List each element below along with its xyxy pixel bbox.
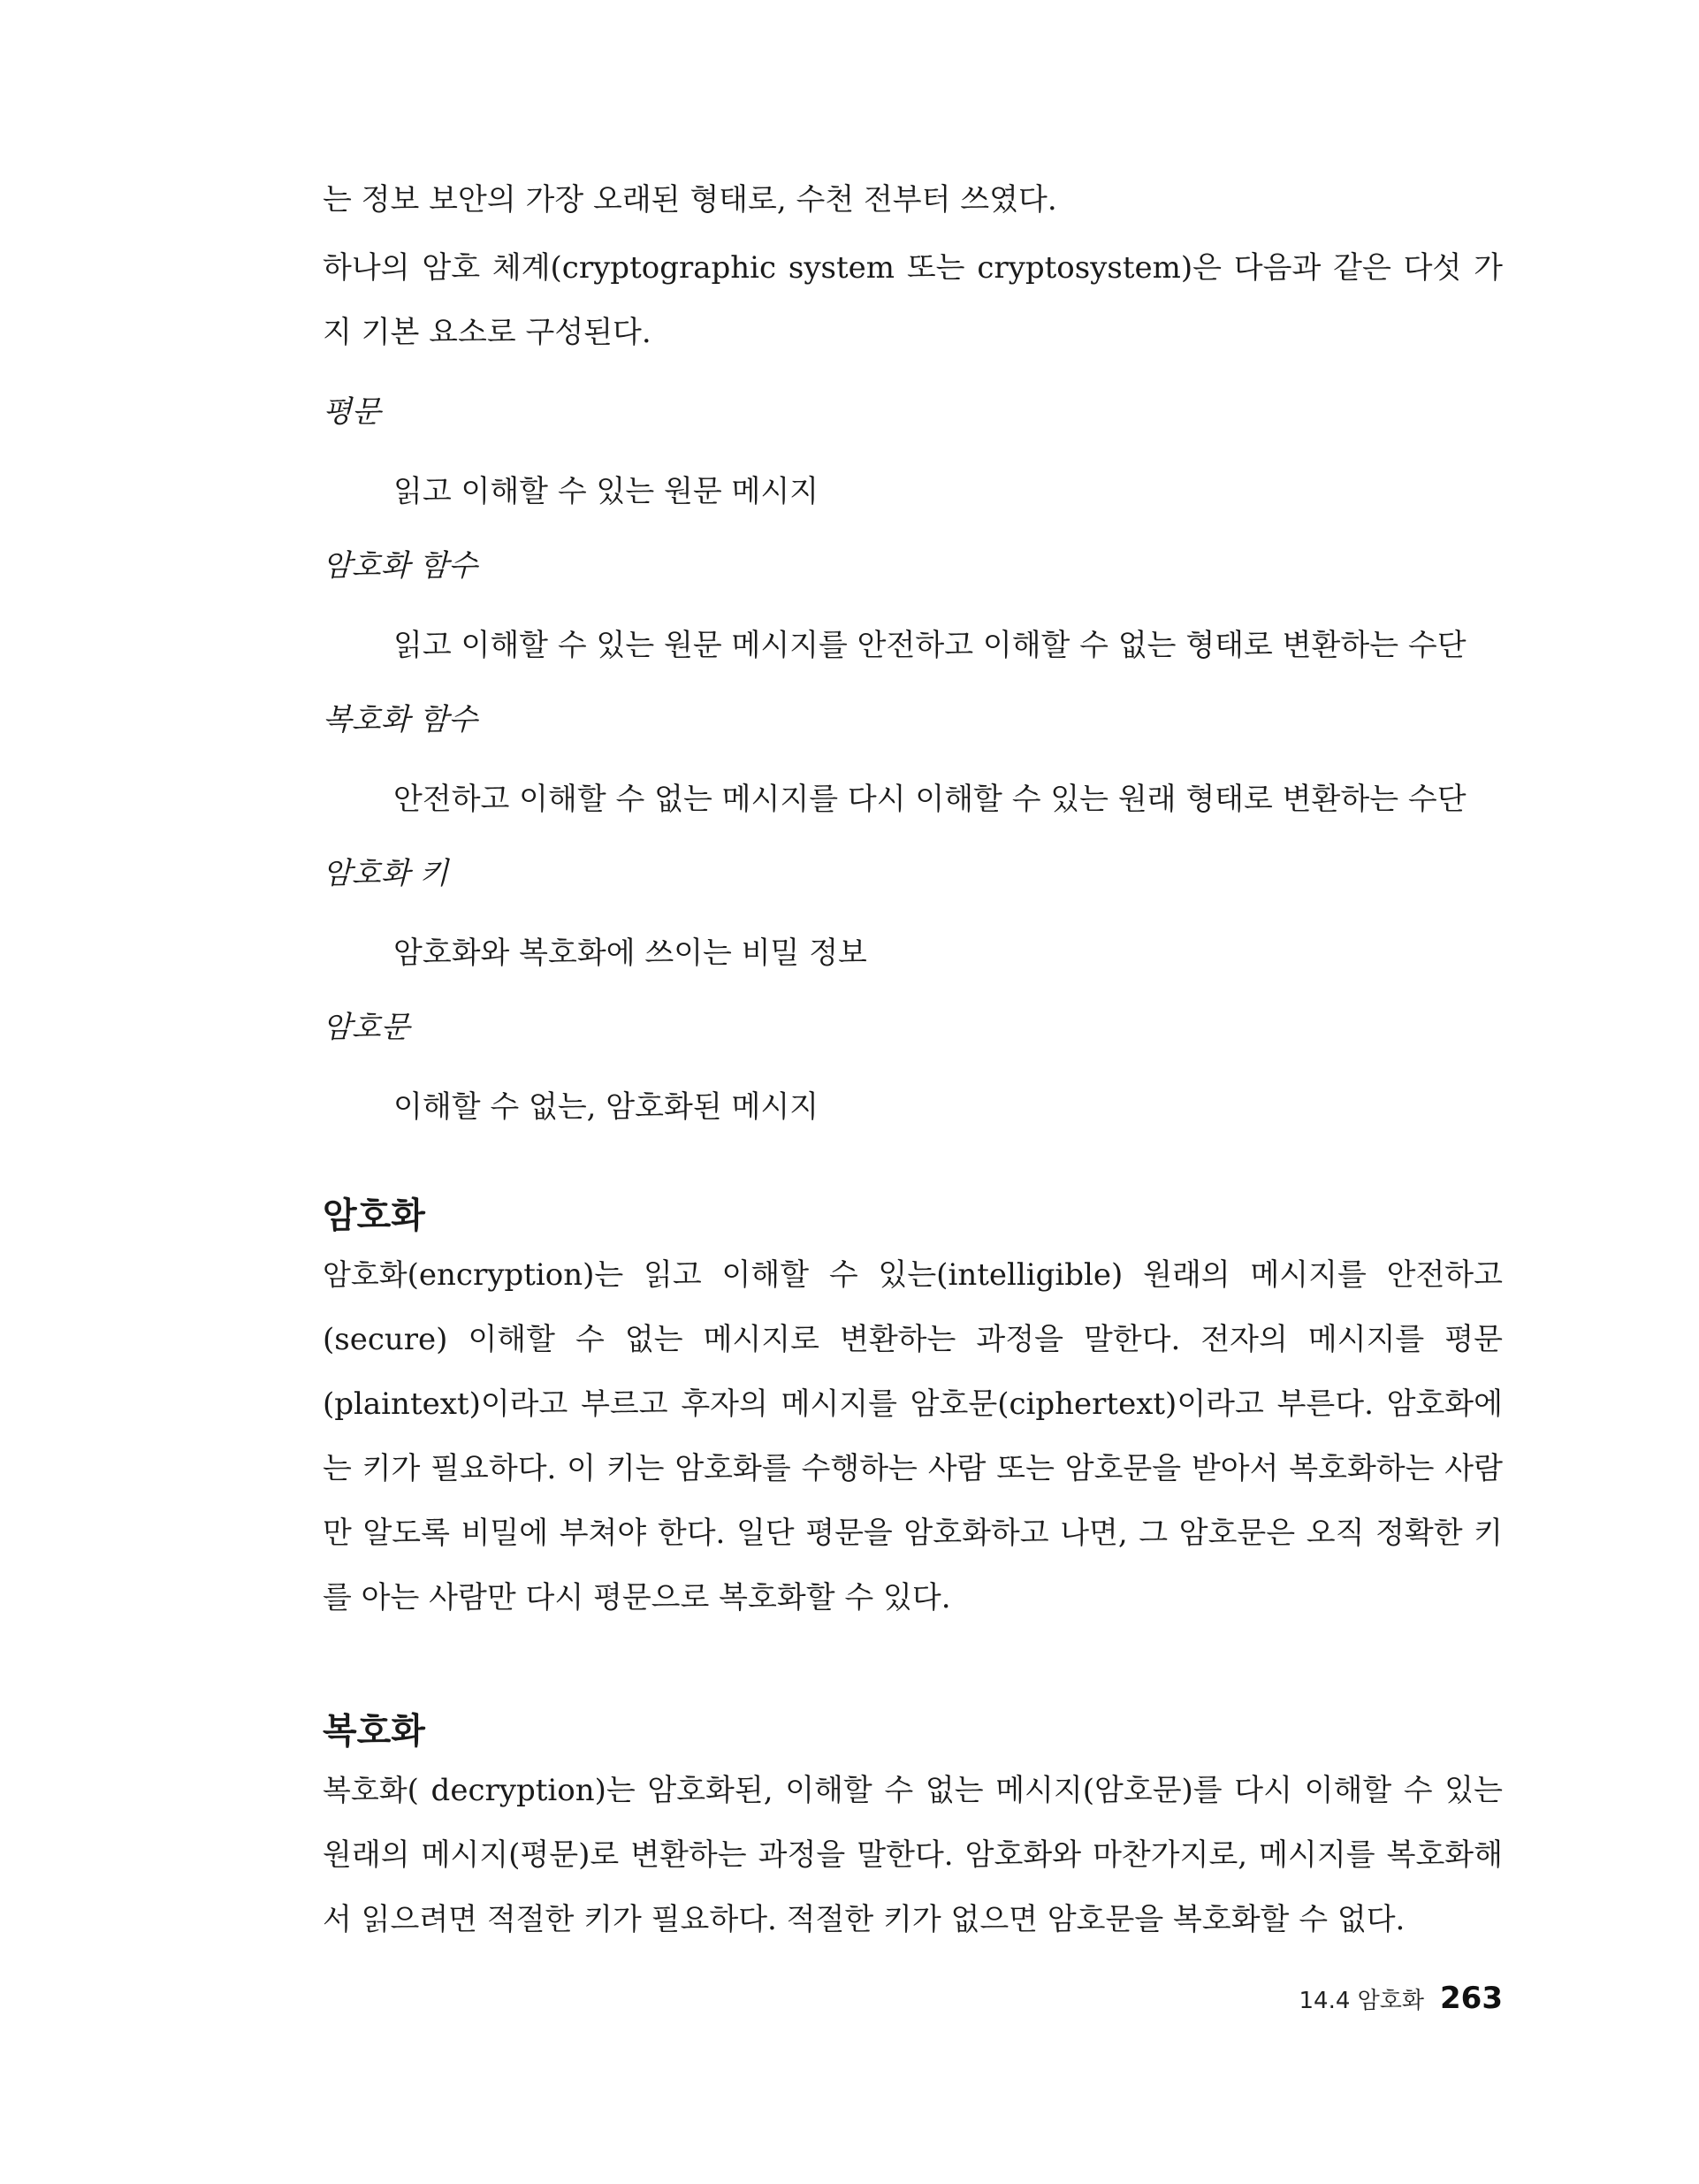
term-plaintext: 평문 [323, 394, 381, 430]
page-number: 263 [1440, 1981, 1503, 2016]
footer-section-ref: 14.4 암호화 [1299, 1988, 1425, 2014]
continuation-paragraph: 는 정보 보안의 가장 오래된 형태로, 수천 전부터 쓰였다. [323, 182, 1057, 218]
definition-plaintext: 읽고 이해할 수 있는 원문 메시지 [393, 474, 819, 509]
term-encryption-key: 암호화 키 [323, 856, 449, 891]
lead-word-encryption: 암호화 [323, 1257, 408, 1292]
definition-ciphertext: 이해할 수 없는, 암호화된 메시지 [393, 1089, 819, 1125]
page-content [323, 168, 1503, 1952]
page-footer [1149, 1981, 1503, 2016]
section-body-decryption [323, 1758, 1503, 1952]
definition-encryption-key: 암호화와 복호화에 쓰이는 비밀 정보 [393, 935, 867, 971]
body-text-encryption: (encryption)는 읽고 이해할 수 있는(intelligible) 원래의 메시지를 안전하고(secure) 이해할 수 없는 메시지로 변환하는 과정을 말한다. 전자의 메시지를 평문(plaintext)이라고 부르고 후자의 메시지를 암호문(ciphertext)이라고 부른다. 암호화에는 키가 필요하다. 이 키는 암호화를 수행하는 사람 또는 암호문을 받아서 복호화하는 사람만 알도록 비밀에 부쳐야 한다. 일단 평문을 암호화하고 나면, 그 암호문은 오직 정확한 키를 아는 사람만 다시 평문으로 복호화할 수 있다. [323, 1257, 1503, 1615]
definition-encryption-function: 읽고 이해할 수 있는 원문 메시지를 안전하고 이해할 수 없는 형태로 변환하는 수단 [393, 628, 1467, 663]
term-encryption-function: 암호화 함수 [323, 548, 478, 584]
section-heading-decryption: 복호화 [323, 1711, 425, 1752]
body-text-decryption: ( decryption)는 암호화된, 이해할 수 없는 메시지(암호문)를 다시 이해할 수 있는 원래의 메시지(평문)로 변환하는 과정을 말한다. 암호화와 마찬가지로, 메시지를 복호화해서 읽으려면 적절한 키가 필요하다. 적절한 키가 없으면 암호문을 복호화할 수 없다. [323, 1773, 1503, 1937]
lead-word-decryption: 복호화 [323, 1773, 408, 1807]
term-ciphertext: 암호문 [323, 1010, 410, 1045]
intro-paragraph: 하나의 암호 체계(cryptographic system 또는 cryptosystem)은 다음과 같은 다섯 가지 기본 요소로 구성된다. [323, 250, 1503, 350]
section-body-encryption [323, 1242, 1503, 1630]
term-list [323, 385, 1503, 1134]
term-decryption-function: 복호화 함수 [323, 702, 478, 737]
definition-decryption-function: 안전하고 이해할 수 없는 메시지를 다시 이해할 수 있는 원래 형태로 변환하는 수단 [393, 782, 1467, 817]
section-heading-encryption: 암호화 [323, 1195, 425, 1236]
